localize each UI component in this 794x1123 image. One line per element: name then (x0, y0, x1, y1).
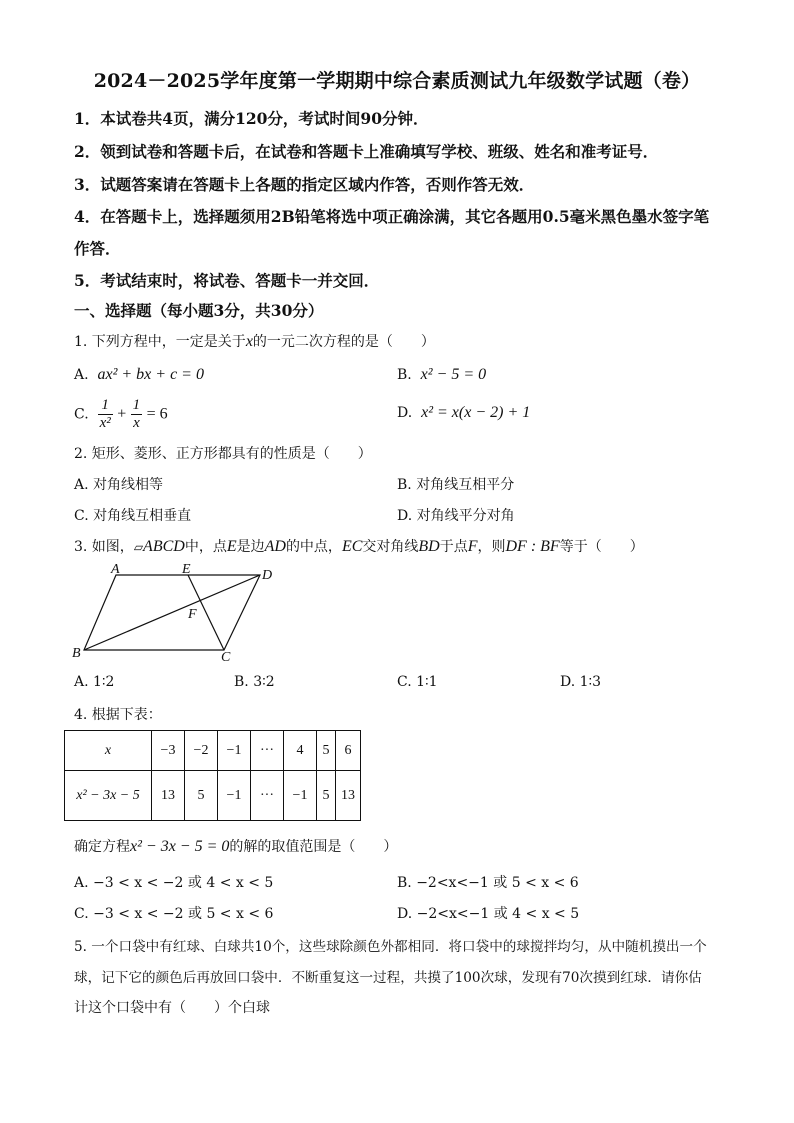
note-2: 2．领到试卷和答题卡后，在试卷和答题卡上准确填写学校、班级、姓名和准考证号． (74, 142, 659, 161)
q3-bd: BD (418, 538, 440, 555)
table-cell: 4 (284, 731, 317, 771)
q1-b-expr: x² − 5 = 0 (420, 366, 487, 383)
q1-stem-b: 的一元二次方程的是（ ） (252, 334, 435, 350)
q3-stem-g: ，则 (477, 539, 506, 555)
table-cell: 13 (336, 771, 361, 821)
q4-stem: 4. 根据下表： (74, 707, 162, 723)
q1-a-label: A. (74, 367, 89, 383)
label-d: D (262, 568, 273, 583)
q1-stem-var: x (245, 333, 253, 350)
q3-stem-b: 中，点 (184, 539, 227, 555)
q1-option-c (74, 397, 168, 432)
q3-option-b: B. 3∶2 (234, 674, 275, 690)
q1-option-d (397, 404, 530, 422)
q1-option-a (74, 366, 204, 384)
table-cell: −2 (185, 731, 218, 771)
q1-stem-a: 1. 下列方程中，一定是关于 (74, 334, 246, 350)
q4-option-d: D. −2<x<−1 或 4 < x < 5 (397, 906, 580, 922)
q3-stem-f: 于点 (439, 539, 468, 555)
table-head-x: x (65, 731, 152, 771)
table-cell: 6 (336, 731, 361, 771)
q3-stem-h: 等于（ ） (559, 539, 644, 555)
q2-option-a: A. 对角线相等 (74, 477, 164, 493)
q1-option-b (397, 366, 486, 384)
q3-f: F (467, 538, 478, 555)
q1-c-den1: x² (99, 415, 111, 431)
q1-d-expr: x² = x(x − 2) + 1 (421, 404, 531, 421)
note-4: 4．在答题卡上，选择题须用2B铅笔将选中项正确涂满，其它各题用0.5毫米黑色墨水签字笔 (74, 207, 710, 226)
q3-ec: EC (341, 538, 363, 555)
q3-option-c: C. 1∶1 (397, 674, 438, 690)
q3-stem (74, 536, 644, 556)
q2-option-c: C. 对角线互相垂直 (74, 508, 192, 524)
table-cell: ··· (251, 771, 284, 821)
note-3: 3．试题答案请在答题卡上各题的指定区域内作答，否则作答无效． (74, 175, 535, 194)
q1-c-label: C. (74, 406, 89, 423)
table-row-x (65, 731, 361, 771)
table-cell: −1 (284, 771, 317, 821)
table-cell: −1 (218, 731, 251, 771)
q1-stem (74, 331, 435, 351)
q5-line-2: 球，记下它的颜色后再放回口袋中．不断重复这一过程，共摸了100次球，发现有70次摸到红球．请你估 (74, 970, 702, 986)
q4-prompt-expr: x² − 3x − 5 = 0 (130, 838, 230, 855)
q2-option-d: D. 对角线平分对角 (397, 508, 515, 524)
table-cell: 5 (317, 771, 336, 821)
q3-ad: AD (264, 538, 286, 555)
label-f: F (188, 607, 197, 622)
q2-option-b: B. 对角线互相平分 (397, 477, 515, 493)
table-cell: ··· (251, 731, 284, 771)
q4-option-b: B. −2<x<−1 或 5 < x < 6 (397, 875, 579, 891)
label-c: C (221, 650, 231, 665)
q5-line-1: 5. 一个口袋中有红球、白球共10个，这些球除颜色外都相同．将口袋中的球搅拌均匀，从中随机摸出一个 (74, 939, 707, 955)
q1-c-num2: 1 (132, 397, 141, 413)
values-table (64, 730, 361, 821)
q1-c-plus: + (117, 405, 127, 423)
q1-c-den2: x (133, 415, 140, 431)
q3-option-d: D. 1∶3 (560, 674, 602, 690)
note-4-cont: 作答． (74, 239, 121, 258)
q4-prompt (74, 836, 397, 856)
diagonal-bd (84, 575, 260, 650)
q1-c-frac2 (131, 397, 143, 432)
q1-c-frac1 (98, 397, 113, 432)
q1-c-num1: 1 (98, 397, 113, 415)
q2-stem: 2. 矩形、菱形、正方形都具有的性质是（ ） (74, 446, 372, 462)
parallelogram-icon: ▱ (133, 540, 144, 554)
q3-ratio: DF : BF (505, 538, 560, 555)
note-1: 1．本试卷共4页，满分120分，考试时间90分钟． (74, 109, 429, 128)
q5-line-3: 计这个口袋中有（ ）个白球 (74, 1000, 270, 1016)
label-b: B (72, 646, 81, 661)
label-a: A (111, 562, 120, 577)
q1-b-label: B. (397, 367, 412, 383)
table-head-fx: x² − 3x − 5 (65, 771, 152, 821)
q3-stem-e2: 交对角线 (362, 539, 419, 555)
q3-stem-a: 3. 如图， (74, 539, 134, 555)
section-heading: 一、选择题（每小题3分，共30分） (74, 301, 324, 320)
q4-option-a: A. −3 < x < −2 或 4 < x < 5 (74, 875, 274, 891)
table-cell: 13 (152, 771, 185, 821)
q3-stem-c: 是边 (236, 539, 265, 555)
q4-prompt-b: 的解的取值范围是（ ） (229, 839, 398, 855)
table-cell: −3 (152, 731, 185, 771)
table-cell: −1 (218, 771, 251, 821)
table-cell: 5 (317, 731, 336, 771)
label-e: E (182, 562, 191, 577)
q3-stem-d: 的中点， (285, 539, 342, 555)
q3-e: E (226, 538, 237, 555)
q1-a-expr: ax² + bx + c = 0 (97, 366, 204, 383)
table-cell: 5 (185, 771, 218, 821)
q1-c-rest: = 6 (146, 405, 168, 423)
note-5: 5．考试结束时，将试卷、答题卡一并交回． (74, 271, 380, 290)
q1-d-label: D. (397, 405, 413, 421)
q4-prompt-a: 确定方程 (74, 839, 130, 855)
parallelogram-figure (70, 562, 290, 666)
q4-option-c: C. −3 < x < −2 或 5 < x < 6 (74, 906, 274, 922)
exam-title: 2024－2025学年度第一学期期中综合素质测试九年级数学试题（卷） (93, 70, 701, 92)
q3-option-a: A. 1∶2 (74, 674, 115, 690)
q3-abcd: ABCD (143, 538, 185, 555)
table-row-fx (65, 771, 361, 821)
